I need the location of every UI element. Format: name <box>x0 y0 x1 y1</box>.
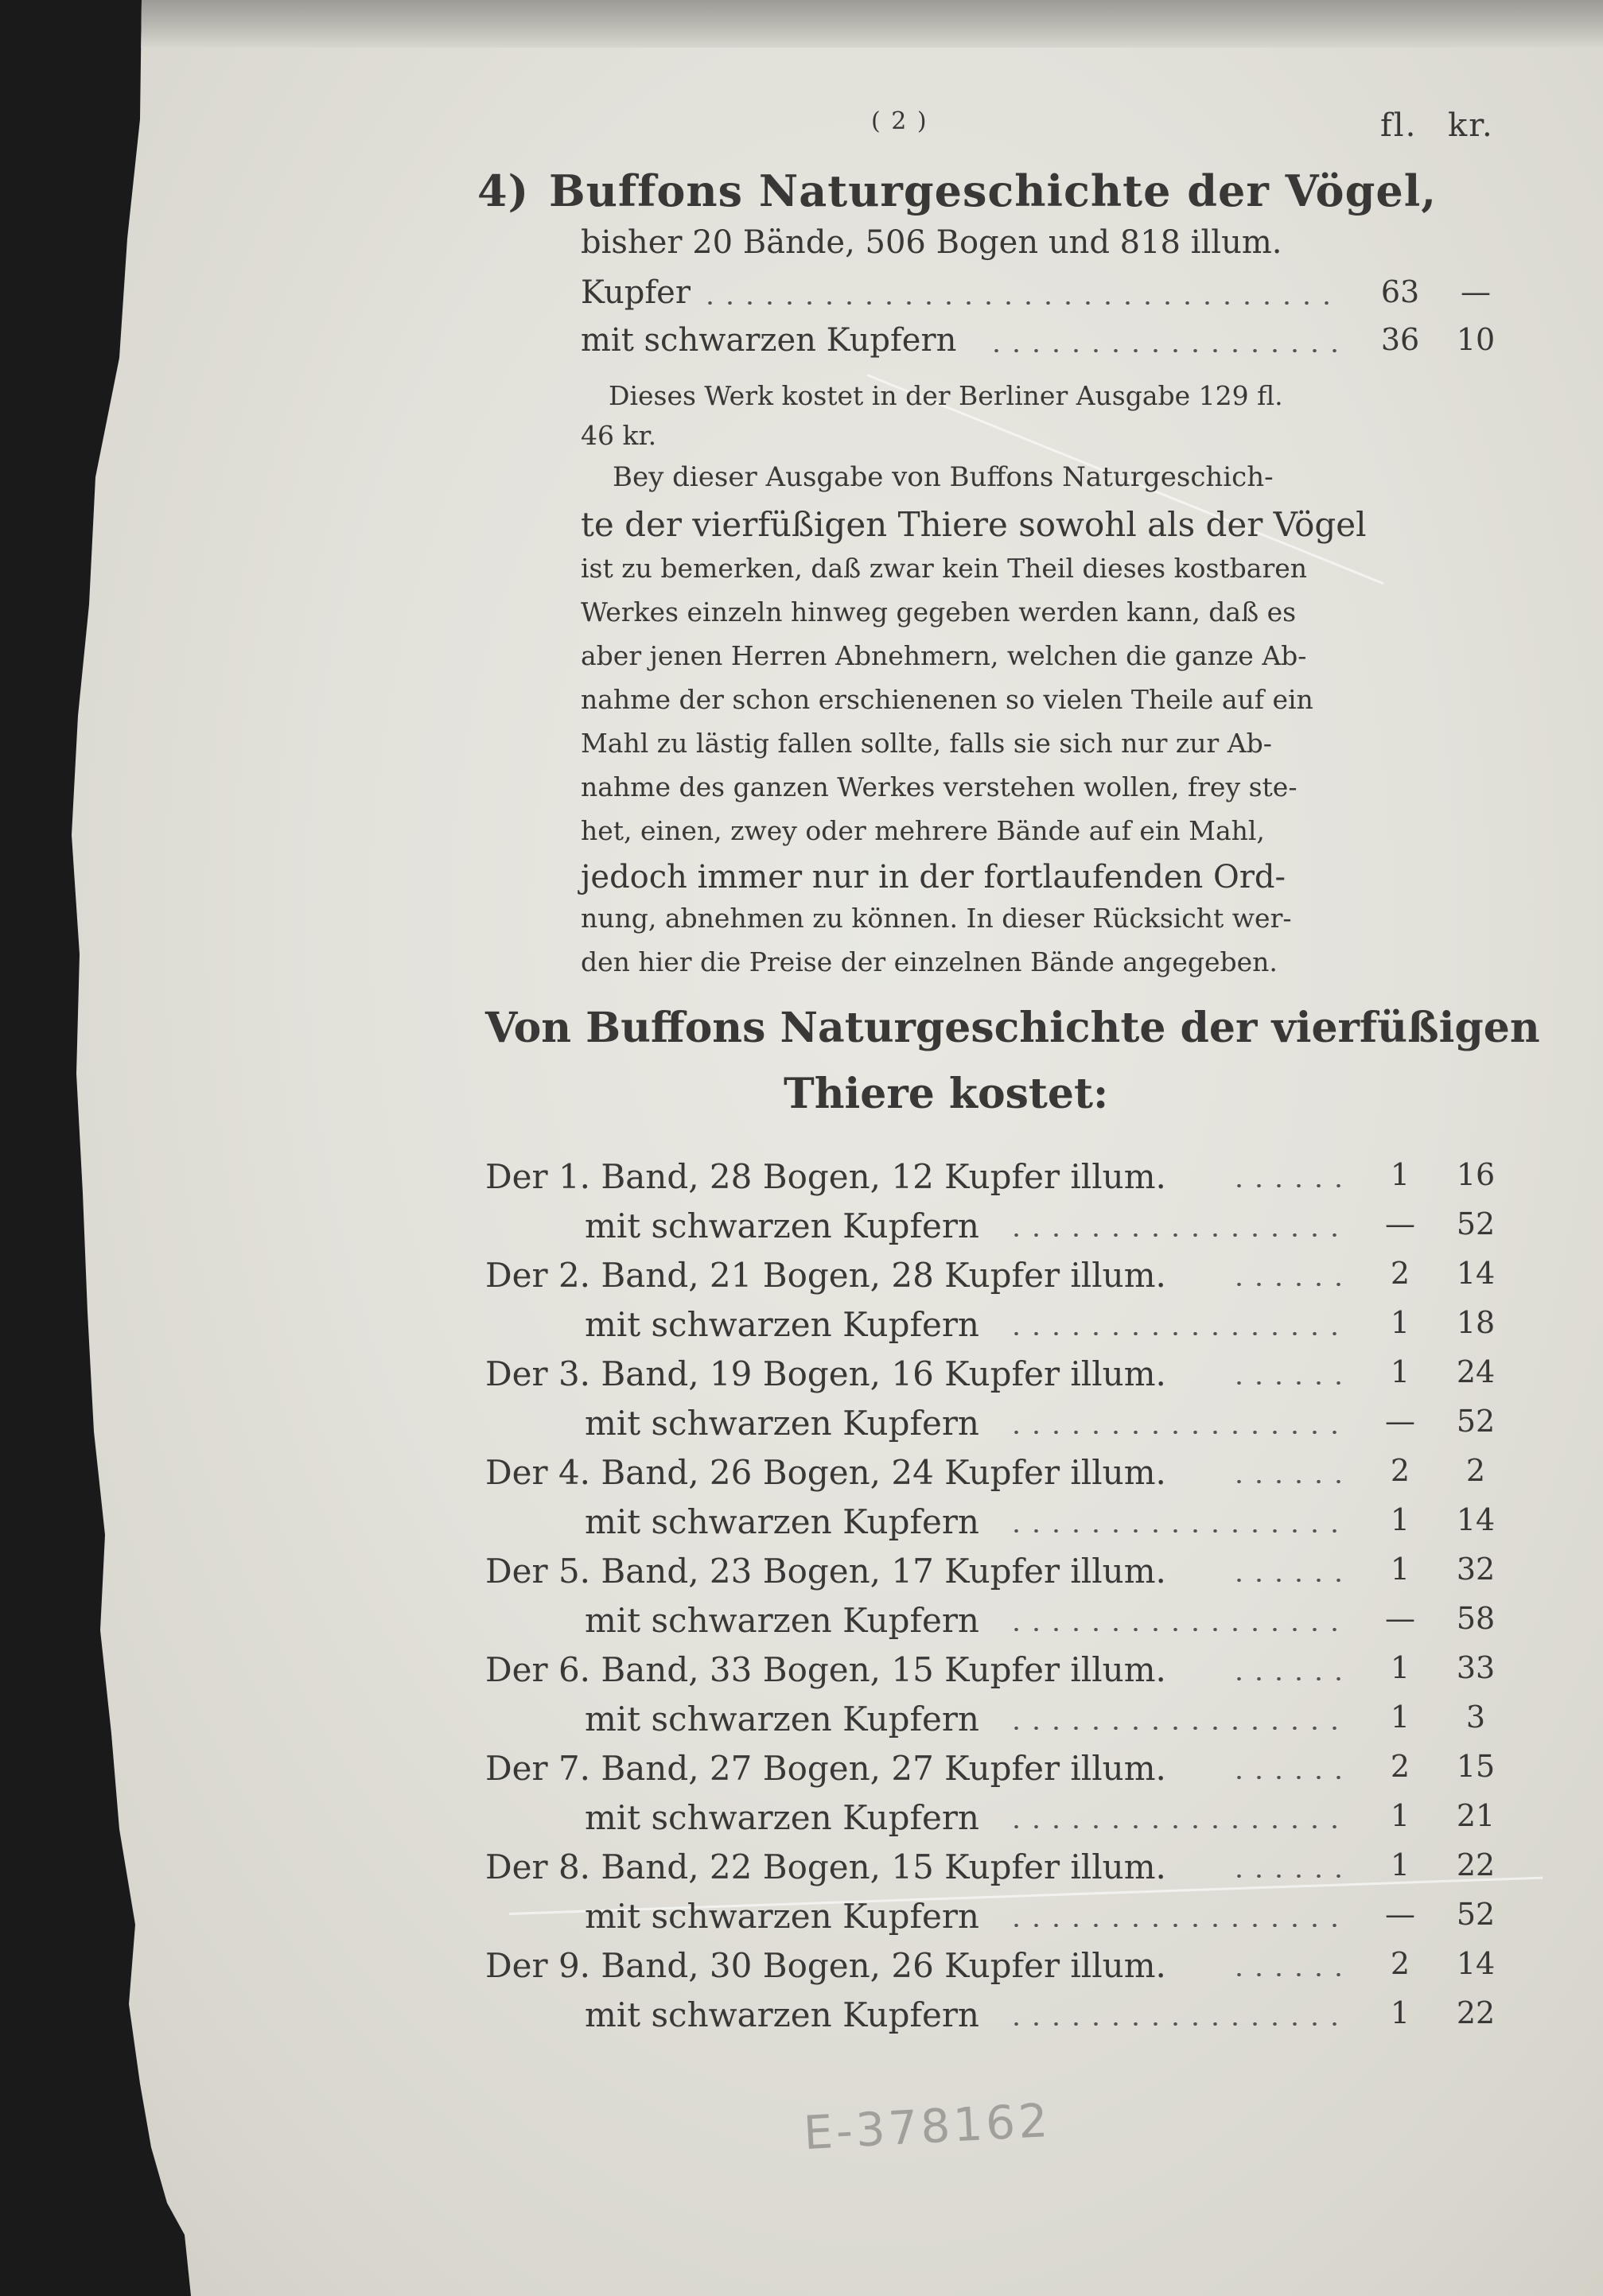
volume-row-label: Der 1. Band, 28 Bogen, 12 Kupfer illum. <box>485 1157 1166 1196</box>
volume-row-label: Der 4. Band, 26 Bogen, 24 Kupfer illum. <box>485 1453 1166 1492</box>
volume-black-row-fl: — <box>1385 1404 1415 1439</box>
paragraph-line: Bey dieser Ausgabe von Buffons Naturgeschich- <box>613 461 1274 493</box>
volume-black-row-label: mit schwarzen Kupfern <box>585 1404 979 1443</box>
item-row-leader <box>700 301 1344 305</box>
volume-black-row-leader <box>1006 1628 1344 1631</box>
volume-row-leader <box>1229 1283 1344 1286</box>
section-heading: Von Buffons Naturgeschichte der vierfüßigen <box>485 1004 1540 1052</box>
paragraph-line: ist zu bemerken, daß zwar kein Theil dieses kostbaren <box>581 553 1308 584</box>
volume-row-leader <box>1229 1381 1344 1385</box>
volume-row-fl: 1 <box>1390 1157 1410 1192</box>
volume-black-row-leader <box>1006 1825 1344 1828</box>
item-row-fl: 63 <box>1380 274 1420 309</box>
volume-black-row-kr: 52 <box>1456 1897 1496 1932</box>
volume-row-kr: 2 <box>1465 1453 1486 1488</box>
volume-row-label: Der 5. Band, 23 Bogen, 17 Kupfer illum. <box>485 1552 1166 1591</box>
volume-row-fl: 1 <box>1390 1847 1410 1882</box>
volume-row-kr: 32 <box>1456 1552 1496 1587</box>
volume-row-kr: 14 <box>1456 1256 1496 1291</box>
paragraph-line: nahme des ganzen Werkes verstehen wollen, frey ste- <box>581 771 1298 802</box>
volume-black-row-fl: 1 <box>1390 1995 1410 2030</box>
volume-black-row-fl: — <box>1385 1206 1415 1241</box>
paragraph-line: Mahl zu lästig fallen sollte, falls sie sich nur zur Ab- <box>581 728 1272 759</box>
volume-row-kr: 24 <box>1456 1354 1496 1389</box>
volume-row-label: Der 6. Band, 33 Bogen, 15 Kupfer illum. <box>485 1650 1166 1689</box>
volume-black-row-label: mit schwarzen Kupfern <box>585 1995 979 2034</box>
page-number: ( 2 ) <box>871 107 928 135</box>
volume-row-leader <box>1229 1973 1344 1976</box>
volume-row-fl: 2 <box>1390 1453 1410 1488</box>
item-row-fl: 36 <box>1380 322 1420 357</box>
paragraph-line: te der vierfüßigen Thiere sowohl als der Vögel <box>581 505 1367 544</box>
volume-row-fl: 1 <box>1390 1354 1410 1389</box>
volume-row-leader <box>1229 1776 1344 1779</box>
volume-black-row-label: mit schwarzen Kupfern <box>585 1305 979 1344</box>
volume-row-fl: 2 <box>1390 1946 1410 1981</box>
paragraph-line: aber jenen Herren Abnehmern, welchen die ganze Ab- <box>581 640 1307 671</box>
volume-row-kr: 22 <box>1456 1847 1496 1882</box>
volume-black-row-leader <box>1006 1233 1344 1237</box>
volume-row-leader <box>1229 1480 1344 1483</box>
archive-stamp: E-378162 <box>802 2092 1052 2161</box>
volume-row-leader <box>1229 1579 1344 1582</box>
volume-black-row-leader <box>1006 1727 1344 1730</box>
item-subtitle: bisher 20 Bände, 506 Bogen und 818 illum. <box>581 224 1282 261</box>
paragraph-line: het, einen, zwey oder mehrere Bände auf ein Mahl, <box>581 815 1265 846</box>
volume-row-leader <box>1229 1677 1344 1680</box>
volume-black-row-label: mit schwarzen Kupfern <box>585 1601 979 1640</box>
item-row-label: mit schwarzen Kupfern <box>581 322 957 359</box>
item-number: 4) <box>477 165 530 216</box>
column-header-kr: kr. <box>1448 107 1494 144</box>
item-row-kr: — <box>1461 274 1491 309</box>
item-row-leader <box>986 349 1344 352</box>
volume-black-row-fl: — <box>1385 1897 1415 1932</box>
volume-row-kr: 15 <box>1456 1749 1496 1784</box>
item-row-label: Kupfer <box>581 274 691 311</box>
volume-row-label: Der 2. Band, 21 Bogen, 28 Kupfer illum. <box>485 1256 1166 1295</box>
volume-black-row-kr: 52 <box>1456 1404 1496 1439</box>
volume-row-fl: 2 <box>1390 1749 1410 1784</box>
volume-black-row-leader <box>1006 1924 1344 1927</box>
section-heading: Thiere kostet: <box>784 1070 1109 1118</box>
volume-row-kr: 14 <box>1456 1946 1496 1981</box>
volume-black-row-label: mit schwarzen Kupfern <box>585 1206 979 1245</box>
volume-row-label: Der 9. Band, 30 Bogen, 26 Kupfer illum. <box>485 1946 1166 1985</box>
volume-black-row-fl: 1 <box>1390 1700 1410 1735</box>
volume-black-row-label: mit schwarzen Kupfern <box>585 1700 979 1739</box>
paragraph-line: nahme der schon erschienenen so vielen Theile auf ein <box>581 684 1313 715</box>
volume-row-label: Der 3. Band, 19 Bogen, 16 Kupfer illum. <box>485 1354 1166 1393</box>
volume-row-fl: 1 <box>1390 1650 1410 1685</box>
volume-black-row-kr: 3 <box>1465 1700 1486 1735</box>
volume-black-row-leader <box>1006 1431 1344 1434</box>
volume-black-row-fl: 1 <box>1390 1305 1410 1340</box>
volume-black-row-leader <box>1006 1529 1344 1533</box>
paragraph-line: jedoch immer nur in der fortlaufenden Ord- <box>581 859 1286 895</box>
volume-row-label: Der 8. Band, 22 Bogen, 15 Kupfer illum. <box>485 1847 1166 1886</box>
volume-black-row-label: mit schwarzen Kupfern <box>585 1798 979 1837</box>
volume-row-kr: 16 <box>1456 1157 1496 1192</box>
volume-black-row-kr: 22 <box>1456 1995 1496 2030</box>
paragraph-line: nung, abnehmen zu können. In dieser Rücksicht wer- <box>581 903 1292 934</box>
paragraph-line: den hier die Preise der einzelnen Bände angegeben. <box>581 946 1278 977</box>
volume-black-row-kr: 21 <box>1456 1798 1496 1833</box>
column-header-fl: fl. <box>1380 107 1418 144</box>
note-berlin-line: 46 kr. <box>581 420 657 451</box>
volume-row-label: Der 7. Band, 27 Bogen, 27 Kupfer illum. <box>485 1749 1166 1788</box>
volume-black-row-fl: 1 <box>1390 1798 1410 1833</box>
item-row-kr: 10 <box>1456 322 1496 357</box>
volume-black-row-kr: 18 <box>1456 1305 1496 1340</box>
volume-row-leader <box>1229 1874 1344 1878</box>
note-berlin-line: Dieses Werk kostet in der Berliner Ausgabe 129 fl. <box>609 380 1283 411</box>
volume-black-row-leader <box>1006 2022 1344 2026</box>
volume-black-row-fl: — <box>1385 1601 1415 1636</box>
item-title: Buffons Naturgeschichte der Vögel, <box>549 165 1438 216</box>
volume-black-row-kr: 58 <box>1456 1601 1496 1636</box>
volume-row-kr: 33 <box>1456 1650 1496 1685</box>
volume-row-fl: 2 <box>1390 1256 1410 1291</box>
volume-row-leader <box>1229 1184 1344 1187</box>
volume-black-row-label: mit schwarzen Kupfern <box>585 1502 979 1541</box>
paragraph-line: Werkes einzeln hinweg gegeben werden kann, daß es <box>581 596 1297 627</box>
volume-black-row-kr: 14 <box>1456 1502 1496 1537</box>
volume-black-row-fl: 1 <box>1390 1502 1410 1537</box>
volume-black-row-label: mit schwarzen Kupfern <box>585 1897 979 1936</box>
volume-black-row-kr: 52 <box>1456 1206 1496 1241</box>
volume-black-row-leader <box>1006 1332 1344 1335</box>
volume-row-fl: 1 <box>1390 1552 1410 1587</box>
